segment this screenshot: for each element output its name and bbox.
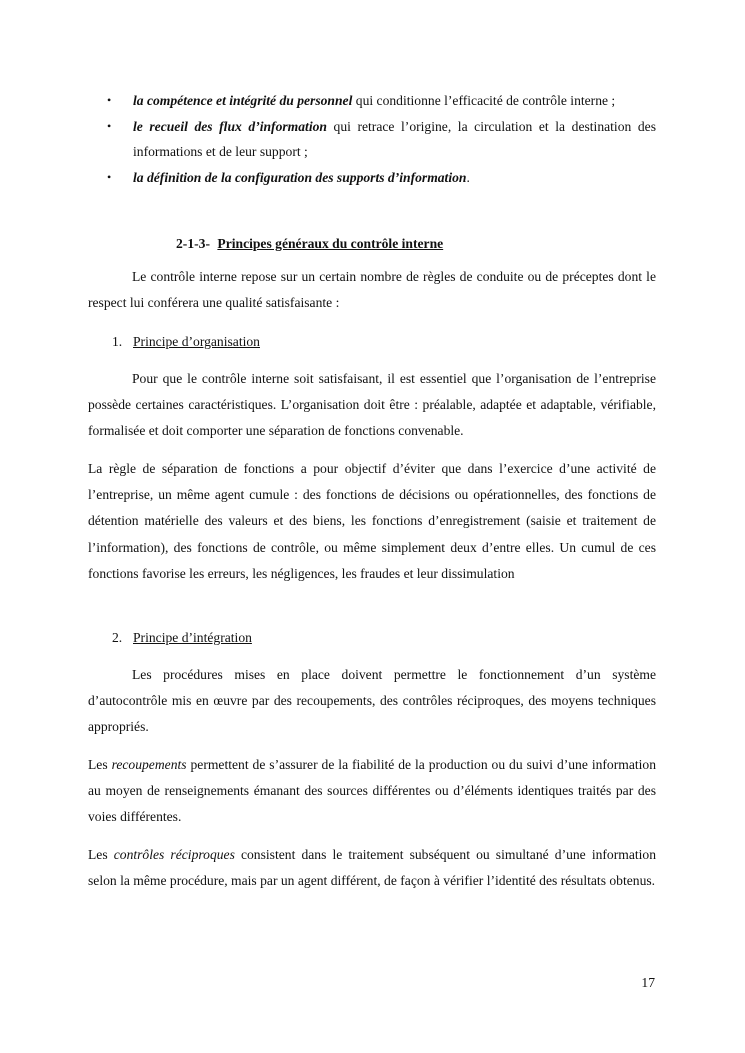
bullet-text [133, 165, 656, 190]
principle-1-title: Principe d’organisation [133, 334, 260, 349]
bullet-list [107, 88, 656, 191]
list-item [107, 165, 656, 190]
bullet-icon: • [107, 170, 112, 184]
principle-1-paragraph-1: Pour que le contrôle interne soit satisfaisant, il est essentiel que l’organisation de l’entreprise possède certaines caractéristiques. L’organisation doit être : préalable, adaptée et adaptable, vérifiable, formalisée et doit comporter une séparation de fonctions convenable. [88, 371, 656, 439]
para-prefix: Les [88, 847, 114, 862]
bullet-icon: • [107, 93, 112, 107]
bullet-icon: • [107, 119, 112, 133]
intro-paragraph: Le contrôle interne repose sur un certain nombre de règles de conduite ou de préceptes dont le respect lui conférera une qualité satisfaisante : [88, 269, 656, 311]
section-heading [176, 234, 443, 254]
principle-1-heading [112, 332, 260, 352]
bullet-emphasis: le recueil des flux d’information [133, 119, 327, 134]
principle-1-number: 1. [112, 334, 123, 349]
principle-2-paragraph-3 [88, 842, 656, 894]
para-prefix: Les [88, 757, 112, 772]
page-number: 17 [641, 975, 655, 990]
bullet-text [133, 88, 656, 113]
list-item [107, 114, 656, 164]
principle-2-paragraph-2 [88, 752, 656, 831]
principle-2-paragraph-1: Les procédures mises en place doivent permettre le fonctionnement d’un système d’autocontrôle mis en œuvre par des recoupements, des contrôles réciproques, des moyens techniques appropriés. [88, 667, 656, 735]
para-body: consistent dans le traitement subséquent ou simultané d’une information selon la même procédure, mais par un agent différent, de façon à vérifier l’identité des résultats obtenus. [88, 847, 657, 889]
bullet-rest: qui conditionne l’efficacité de contrôle interne ; [352, 93, 616, 108]
section-number: 2-1-3- [176, 236, 210, 251]
bullet-rest: qui retrace l’origine, la circulation et la destination des informations et de leur support ; [133, 119, 656, 159]
term-controles-reciproques: contrôles réciproques [113, 847, 235, 862]
principle-2-number: 2. [112, 630, 123, 645]
principle-2-title: Principe d’intégration [133, 630, 252, 645]
section-title: Principes généraux du contrôle interne [217, 236, 444, 251]
bullet-emphasis: la compétence et intégrité du personnel [133, 93, 353, 108]
list-item [107, 88, 656, 113]
term-recoupements: recoupements [111, 757, 187, 772]
bullet-rest: . [466, 170, 470, 185]
principle-1-paragraph-2: La règle de séparation de fonctions a pour objectif d’éviter que dans l’exercice d’une activité de l’entreprise, un même agent cumule : des fonctions de décisions ou opérationnelles, des fonctions de détention matérielle des valeurs et des biens, les fonctions d’enregistrement (saisie et traitement de l’information), des fonctions de contrôle, ou même simplement deux d’entre elles. Un cumul de ces fonctions favorise les erreurs, les négligences, les fraudes et leur dissimulation [88, 461, 656, 581]
para-body: permettent de s’assurer de la fiabilité de la production ou du suivi d’une information au moyen de renseignements émanant des sources différentes ou d’éléments identiques traités par des voies différentes. [88, 757, 656, 825]
principle-2-heading [112, 628, 252, 648]
bullet-emphasis: la définition de la configuration des supports d’information [133, 170, 467, 185]
bullet-text [133, 114, 656, 164]
